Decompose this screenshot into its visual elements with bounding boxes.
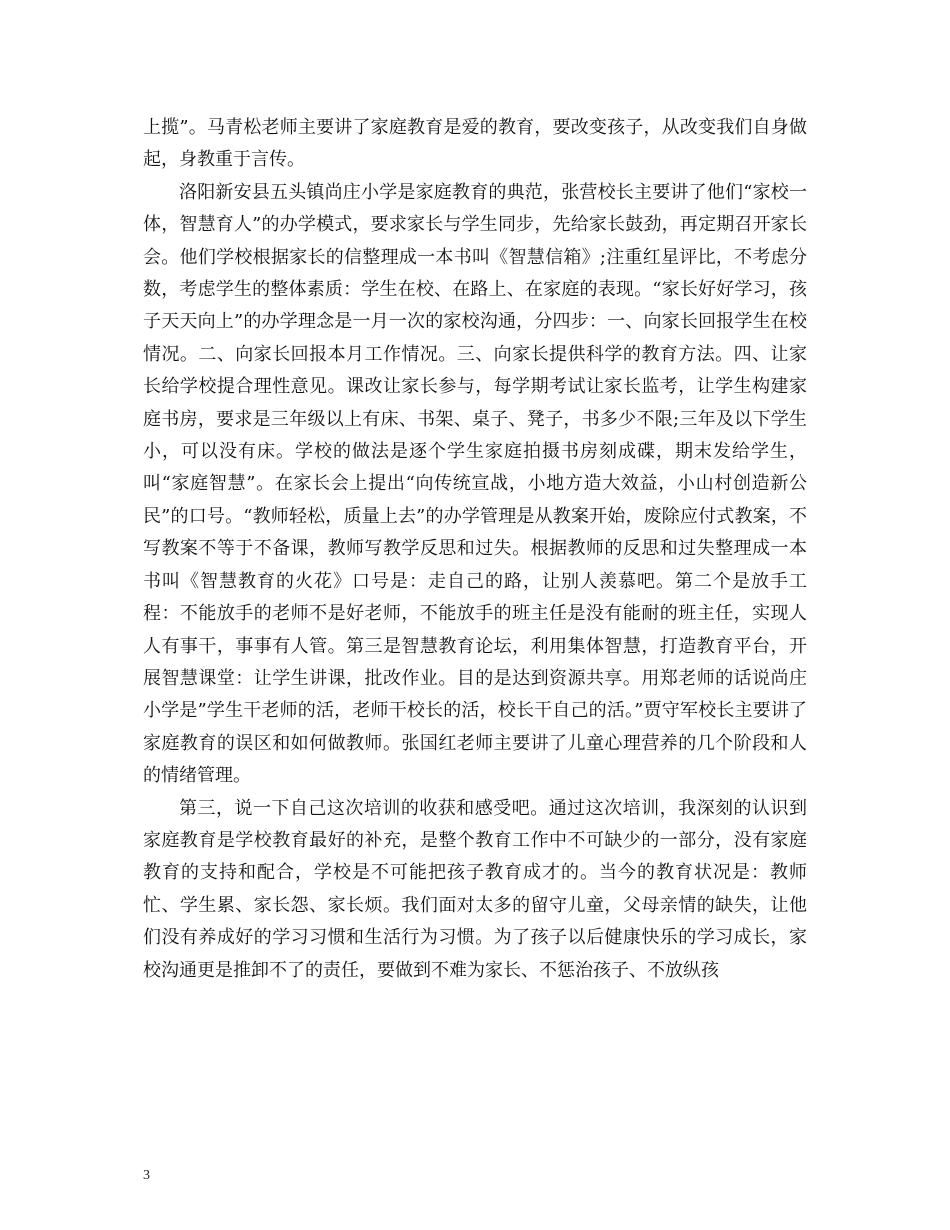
- paragraph-2: 洛阳新安县五头镇尚庄小学是家庭教育的典范，张营校长主要讲了他们“家校一体，智慧育人”的办学模式，要求家长与学生同步，先给家长鼓劲，再定期召开家长会。他们学校根据家长的信整理成一本书叫《智慧信箱》;注重红星评比，不考虑分数，考虑学生的整体素质：学生在校、在路上、在家庭的表现。“家长好好学习，孩子天天向上”的办学理念是一月一次的家校沟通，分四步：一、向家长回报学生在校情况。二、向家长回报本月工作情况。三、向家长提供科学的教育方法。四、让家长给学校提合理性意见。课改让家长参与，每学期考试让家长监考，让学生构建家庭书房，要求是三年级以上有床、书架、桌子、凳子，书多少不限;三年及以下学生小，可以没有床。学校的做法是逐个学生家庭拍摄书房刻成碟，期末发给学生，叫“家庭智慧”。在家长会上提出“向传统宣战，小地方造大效益，小山村创造新公民”的口号。“教师轻松，质量上去”的办学管理是从教案开始，废除应付式教案，不写教案不等于不备课，教师写教学反思和过失。根据教师的反思和过失整理成一本书叫《智慧教育的火花》口号是：走自己的路，让别人羡慕吧。第二个是放手工程：不能放手的老师不是好老师，不能放手的班主任是没有能耐的班主任，实现人人有事干，事事有人管。第三是智慧教育论坛，利用集体智慧，打造教育平台，开展智慧课堂：让学生讲课，批改作业。目的是达到资源共享。用郑老师的话说尚庄小学是”学生干老师的活，老师干校长的活，校长干自己的活。”贾守军校长主要讲了家庭教育的误区和如何做教师。张国红老师主要讲了儿童心理营养的几个阶段和人的情绪管理。: [143, 181, 807, 787]
- paragraph-3: 第三，说一下自己这次培训的收获和感受吧。通过这次培训，我深刻的认识到家庭教育是学校教育最好的补充，是整个教育工作中不可缺少的一部分，没有家庭教育的支持和配合，学校是不可能把孩子教育成才的。当今的教育状况是：教师忙、学生累、家长怨、家长烦。我们面对太多的留守儿童，父母亲情的缺失，让他们没有养成好的学习习惯和生活行为习惯。为了孩子以后健康快乐的学习成长，家校沟通更是推卸不了的责任，要做到不难为家长、不惩治孩子、不放纵孩: [143, 797, 807, 981]
- paragraph-1: 上揽”。马青松老师主要讲了家庭教育是爱的教育，要改变孩子，从改变我们自身做起，身教重于言传。: [143, 117, 807, 171]
- document-body: [143, 112, 807, 987]
- page-number: 3: [143, 1168, 150, 1183]
